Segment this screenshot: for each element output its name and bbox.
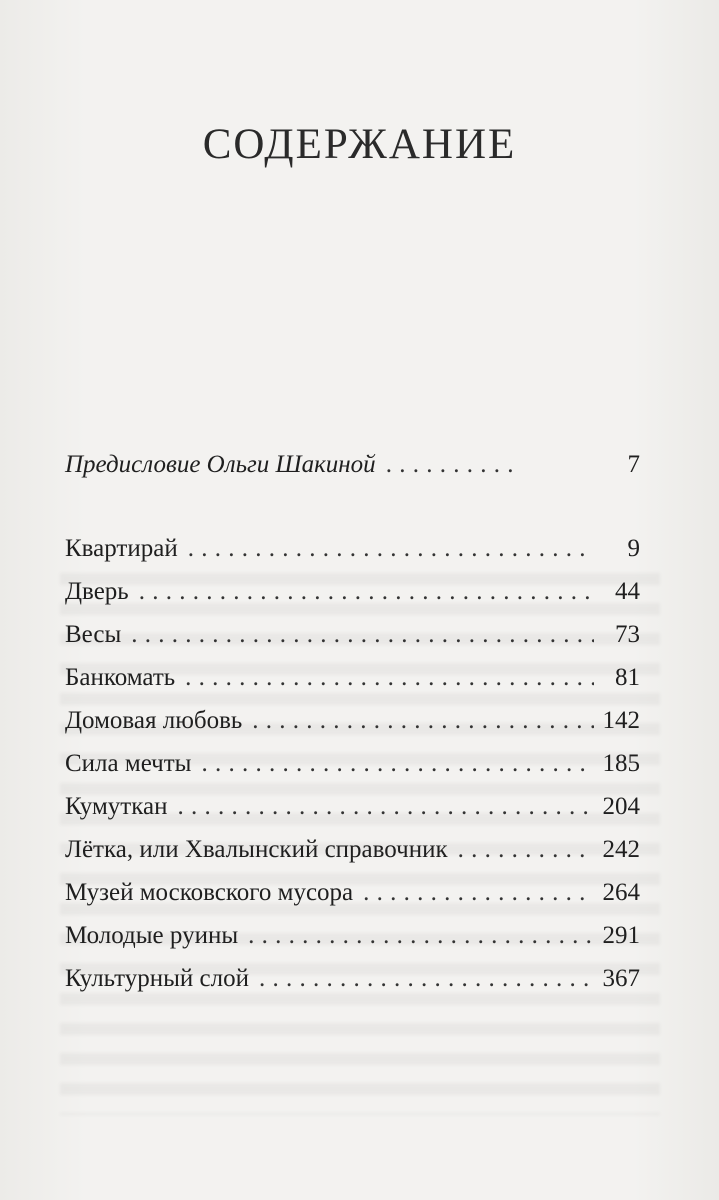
toc-entry	[65, 665, 640, 690]
toc-entry	[65, 794, 640, 819]
toc-entry-title: Молодые руины	[65, 922, 239, 949]
toc-entry-title: Музей московского мусора	[65, 879, 354, 906]
toc-entry-page: 142	[602, 707, 640, 734]
toc-entry	[65, 966, 640, 991]
toc-preface-page: 7	[627, 451, 640, 478]
toc-leader	[386, 452, 516, 477]
toc-entry-title: Кумуткан	[65, 793, 168, 820]
toc-entry	[65, 923, 640, 948]
toc-entry-title: Культурный слой	[65, 965, 249, 992]
toc-entry-title: Квартирай	[65, 535, 178, 562]
toc-entry	[65, 837, 640, 862]
toc-preface-title: Предисловие Ольги Шакиной	[65, 451, 376, 478]
toc-entry	[65, 751, 640, 776]
toc-entry-page: 204	[602, 793, 640, 820]
toc-entry-title: Сила мечты	[65, 750, 192, 777]
toc-leader	[185, 665, 594, 690]
toc-leader	[177, 794, 594, 819]
toc-entry-page: 9	[627, 535, 640, 562]
toc-leader	[363, 880, 594, 905]
toc-leader	[188, 536, 594, 561]
toc-entry-page: 367	[602, 965, 640, 992]
toc-entry	[65, 622, 640, 647]
toc-entry-page: 73	[615, 621, 640, 648]
toc-entry-page: 264	[602, 879, 640, 906]
toc-entry-title: Весы	[65, 621, 122, 648]
toc-entry	[65, 708, 640, 733]
toc-entry-title: Лётка, или Хвалынский справочник	[65, 836, 448, 863]
toc-leader	[139, 579, 594, 604]
toc-leader	[259, 966, 594, 991]
page-title: СОДЕРЖАНИЕ	[202, 121, 517, 168]
toc-entry-page: 242	[602, 836, 640, 863]
toc-leader	[248, 923, 594, 948]
toc-entry	[65, 579, 640, 604]
toc-entry-title: Дверь	[65, 578, 129, 605]
toc-entry-page: 44	[615, 578, 640, 605]
toc-entry	[65, 536, 640, 561]
toc-preface	[65, 452, 640, 477]
toc-entry-page: 81	[615, 664, 640, 691]
toc-leader	[201, 751, 594, 776]
toc-leader	[458, 837, 594, 862]
toc-entry-title: Банкомать	[65, 664, 176, 691]
toc-entry	[65, 880, 640, 905]
toc-entry-page: 291	[602, 922, 640, 949]
toc-entry-title: Домовая любовь	[65, 707, 243, 734]
toc-leader	[131, 622, 594, 647]
toc-leader	[252, 708, 594, 733]
toc-entry-page: 185	[602, 750, 640, 777]
